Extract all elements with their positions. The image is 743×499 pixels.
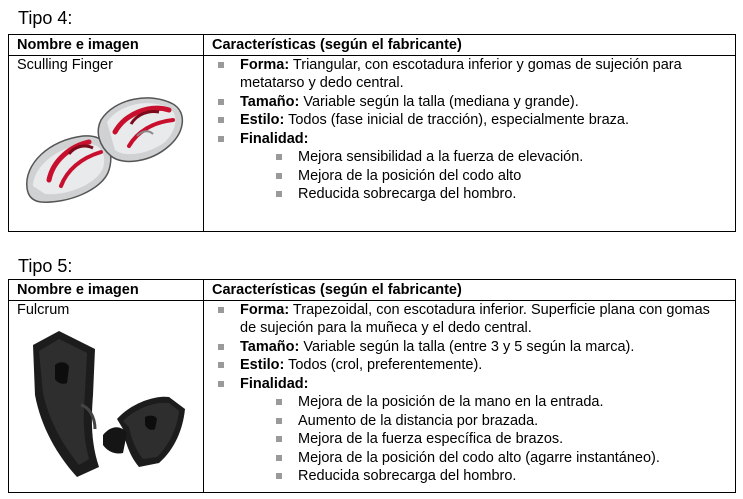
- list-item: Reducida sobrecarga del hombro.: [240, 185, 727, 204]
- product-name: Fulcrum: [17, 301, 70, 318]
- list-item: Mejora de la posición del codo alto: [240, 167, 727, 186]
- characteristics-cell: [204, 300, 736, 492]
- list-item: Aumento de la distancia por brazada.: [240, 412, 727, 431]
- table-header-row: [9, 35, 736, 56]
- list-item: Tamaño: Variable según la talla (entre 3 y 5 según la marca).: [212, 338, 727, 357]
- list-item: Reducida sobrecarga del hombro.: [240, 467, 727, 486]
- list-item: Forma: Trapezoidal, con escotadura inferior. Superficie plana con gomas de sujeción para la muñeca y el dedo central.: [212, 301, 727, 338]
- list-item: Mejora de la posición de la mano en la entrada.: [240, 393, 727, 412]
- sculling-finger-paddles-image: [19, 80, 189, 215]
- name-image-cell: [9, 300, 204, 492]
- tipo-5-heading: Tipo 5:: [18, 256, 73, 276]
- list-item: Estilo: Todos (crol, preferentemente).: [212, 356, 727, 375]
- name-image-cell: [9, 55, 204, 231]
- col-header-characteristics: Características (según el fabricante): [204, 280, 736, 301]
- list-item: Mejora de la fuerza específica de brazos.: [240, 430, 727, 449]
- tipo-5-table: [8, 279, 736, 493]
- col-header-characteristics: Características (según el fabricante): [204, 35, 736, 56]
- features-list: [212, 56, 727, 204]
- finalidad-list: [240, 148, 727, 204]
- features-list: [212, 301, 727, 486]
- table-row: [9, 300, 736, 492]
- characteristics-cell: [204, 55, 736, 231]
- tipo-4-heading: Tipo 4:: [18, 8, 73, 28]
- col-header-name: Nombre e imagen: [9, 280, 204, 301]
- finalidad-list: [240, 393, 727, 486]
- list-item: Finalidad: Mejora sensibilidad a la fuerza de elevación. Mejora de la posición del codo alto Reducida sobrecarga del hombro.: [212, 130, 727, 204]
- table-header-row: [9, 280, 736, 301]
- table-row: [9, 55, 736, 231]
- tipo-4-table: [8, 34, 736, 232]
- list-item: Mejora de la posición del codo alto (agarre instantáneo).: [240, 449, 727, 468]
- fulcrum-paddles-image: [19, 325, 189, 485]
- list-item: Finalidad: Mejora de la posición de la mano en la entrada. Aumento de la distancia por brazada. Mejora de la fuerza específica de brazos. Mejora de la posición del codo alto (agarre instantáneo). Reducida sobrecarga del hombro.: [212, 375, 727, 486]
- list-item: Forma: Triangular, con escotadura inferior y gomas de sujeción para metatarso y dedo central.: [212, 56, 727, 93]
- list-item: Tamaño: Variable según la talla (mediana y grande).: [212, 93, 727, 112]
- col-header-name: Nombre e imagen: [9, 35, 204, 56]
- list-item: Mejora sensibilidad a la fuerza de elevación.: [240, 148, 727, 167]
- product-name: Sculling Finger: [17, 56, 113, 73]
- list-item: Estilo: Todos (fase inicial de tracción), especialmente braza.: [212, 111, 727, 130]
